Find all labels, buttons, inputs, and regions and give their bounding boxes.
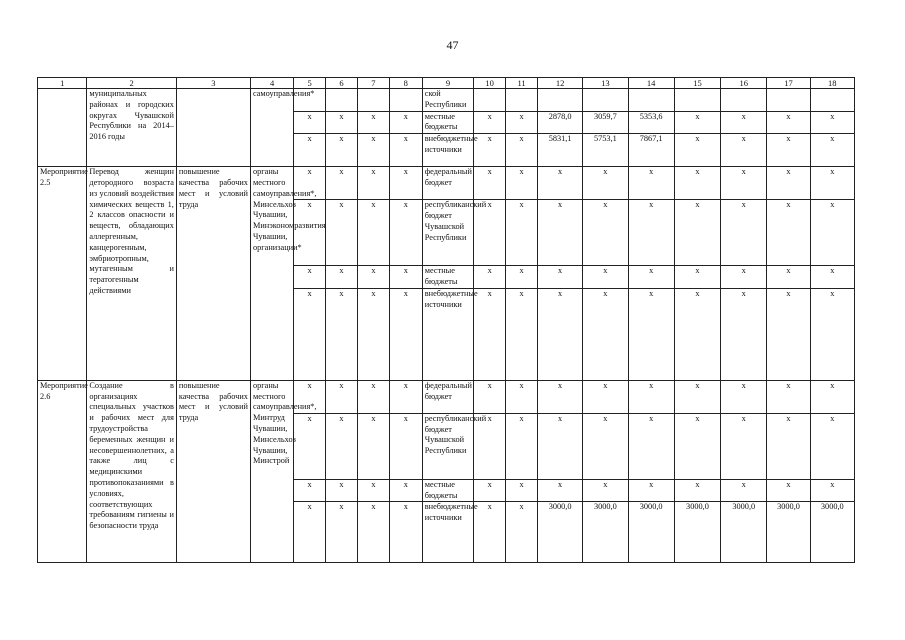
value-cell: x [474, 167, 506, 200]
value-cell: x [326, 111, 358, 134]
value-cell: x [674, 413, 720, 479]
value-cell: x [767, 200, 810, 266]
value-cell: x [628, 266, 674, 289]
value-cell: x [389, 380, 422, 413]
value-cell: x [674, 200, 720, 266]
value-cell: x [810, 288, 854, 380]
value-cell: x [474, 266, 506, 289]
value-cell: x [810, 266, 854, 289]
funding-source: ской Республики [422, 89, 473, 112]
value-cell: x [537, 413, 582, 479]
value-cell: 7867,1 [628, 134, 674, 167]
value-cell [810, 89, 854, 112]
value-cell: 3000,0 [583, 502, 628, 563]
value-cell: x [721, 479, 767, 502]
value-cell [537, 89, 582, 112]
value-cell: 3059,7 [583, 111, 628, 134]
value-cell: x [537, 266, 582, 289]
value-cell: x [506, 413, 538, 479]
value-cell: x [767, 111, 810, 134]
funding-source: местные бюджеты [422, 111, 473, 134]
value-cell: 5831,1 [537, 134, 582, 167]
value-cell: x [583, 380, 628, 413]
value-cell: x [721, 288, 767, 380]
activity-number: Мероприятие 2.5 [38, 167, 87, 381]
column-number: 9 [422, 78, 473, 89]
value-cell: x [474, 380, 506, 413]
header-row [38, 78, 855, 89]
value-cell: 3000,0 [767, 502, 810, 563]
value-cell: x [810, 167, 854, 200]
value-cell: x [357, 288, 389, 380]
value-cell: x [326, 266, 358, 289]
expected-result: повышение качества рабочих мест и условий труда [176, 380, 250, 563]
table-row [38, 167, 855, 200]
value-cell: x [294, 479, 326, 502]
value-cell: x [674, 479, 720, 502]
value-cell: x [506, 200, 538, 266]
value-cell: x [583, 266, 628, 289]
value-cell: x [583, 479, 628, 502]
value-cell: x [389, 111, 422, 134]
value-cell [389, 89, 422, 112]
value-cell: 5353,6 [628, 111, 674, 134]
value-cell: 3000,0 [674, 502, 720, 563]
value-cell: x [810, 413, 854, 479]
value-cell: x [628, 479, 674, 502]
funding-source: внебюджетные источники [422, 502, 473, 563]
value-cell: x [326, 200, 358, 266]
value-cell: x [537, 380, 582, 413]
table-row [38, 89, 855, 112]
value-cell: x [583, 200, 628, 266]
value-cell: x [294, 167, 326, 200]
value-cell: x [628, 167, 674, 200]
funding-source: местные бюджеты [422, 479, 473, 502]
column-number: 14 [628, 78, 674, 89]
value-cell: x [810, 200, 854, 266]
value-cell: 5753,1 [583, 134, 628, 167]
value-cell: x [474, 200, 506, 266]
value-cell: x [294, 380, 326, 413]
value-cell: x [389, 134, 422, 167]
value-cell: x [294, 200, 326, 266]
value-cell: x [583, 413, 628, 479]
value-cell: x [767, 380, 810, 413]
value-cell: x [537, 200, 582, 266]
value-cell: x [767, 288, 810, 380]
value-cell: x [674, 111, 720, 134]
value-cell: x [721, 167, 767, 200]
expected-result: повышение качества рабочих мест и условий труда [176, 167, 250, 381]
value-cell: x [537, 288, 582, 380]
value-cell: x [767, 167, 810, 200]
value-cell: x [674, 134, 720, 167]
value-cell [628, 89, 674, 112]
value-cell: x [389, 413, 422, 479]
column-number: 8 [389, 78, 422, 89]
value-cell: x [357, 134, 389, 167]
value-cell: x [583, 167, 628, 200]
value-cell: x [506, 380, 538, 413]
executors: органы местного самоуправления*, Минсельхоз Чувашии, Минэкономразвития Чувашии, организации* [250, 167, 293, 381]
value-cell: x [474, 479, 506, 502]
value-cell [583, 89, 628, 112]
column-number: 4 [250, 78, 293, 89]
value-cell: x [810, 134, 854, 167]
value-cell: x [767, 413, 810, 479]
value-cell: x [389, 479, 422, 502]
value-cell: x [326, 167, 358, 200]
value-cell: x [583, 288, 628, 380]
value-cell: x [506, 266, 538, 289]
value-cell: x [357, 167, 389, 200]
value-cell: x [674, 167, 720, 200]
value-cell: x [357, 502, 389, 563]
value-cell: x [474, 502, 506, 563]
column-number: 1 [38, 78, 87, 89]
value-cell: x [389, 266, 422, 289]
goal-cell [176, 89, 250, 167]
value-cell: x [389, 200, 422, 266]
value-cell: 3000,0 [721, 502, 767, 563]
value-cell [767, 89, 810, 112]
value-cell: x [294, 111, 326, 134]
value-cell: x [474, 288, 506, 380]
value-cell [721, 89, 767, 112]
funding-source: федеральный бюджет [422, 380, 473, 413]
value-cell: x [357, 266, 389, 289]
value-cell [674, 89, 720, 112]
value-cell: x [767, 479, 810, 502]
value-cell: x [721, 413, 767, 479]
value-cell: x [674, 266, 720, 289]
value-cell: x [357, 413, 389, 479]
activity-number: Мероприятие 2.6 [38, 380, 87, 563]
value-cell: x [628, 200, 674, 266]
executors: самоуправления* [250, 89, 293, 167]
value-cell [326, 89, 358, 112]
table-row [38, 380, 855, 413]
value-cell: x [721, 111, 767, 134]
column-number: 5 [294, 78, 326, 89]
value-cell: x [294, 413, 326, 479]
value-cell: x [506, 479, 538, 502]
value-cell: x [628, 413, 674, 479]
funding-source: федеральный бюджет [422, 167, 473, 200]
value-cell: 2878,0 [537, 111, 582, 134]
value-cell: x [357, 479, 389, 502]
value-cell: x [721, 380, 767, 413]
value-cell: 3000,0 [810, 502, 854, 563]
funding-source: республиканский бюджет Чувашской Республики [422, 200, 473, 266]
value-cell: x [474, 413, 506, 479]
value-cell: x [326, 413, 358, 479]
value-cell: x [294, 288, 326, 380]
column-number: 13 [583, 78, 628, 89]
activity-name: Перевод женщин детородного возраста из условий воздействия химических веществ 1, 2 классов опасности и веществ, обладающих аллергенным, канцерогенным, эмбриотропным, мутагенным и тератогенным действиями [87, 167, 177, 381]
value-cell: x [810, 380, 854, 413]
column-number: 15 [674, 78, 720, 89]
column-number: 6 [326, 78, 358, 89]
column-number: 2 [87, 78, 177, 89]
value-cell: x [506, 502, 538, 563]
value-cell: 3000,0 [537, 502, 582, 563]
value-cell: x [810, 111, 854, 134]
activity-name: муниципальных районах и городских округах Чувашской Республики на 2014–2016 годы [87, 89, 177, 167]
value-cell: x [810, 479, 854, 502]
value-cell: x [628, 380, 674, 413]
value-cell: x [326, 479, 358, 502]
value-cell: x [326, 288, 358, 380]
value-cell: x [506, 111, 538, 134]
value-cell: 3000,0 [628, 502, 674, 563]
column-number: 18 [810, 78, 854, 89]
value-cell: x [628, 288, 674, 380]
column-number: 17 [767, 78, 810, 89]
column-number: 10 [474, 78, 506, 89]
value-cell [506, 89, 538, 112]
column-number: 16 [721, 78, 767, 89]
value-cell: x [474, 134, 506, 167]
value-cell: x [294, 134, 326, 167]
value-cell: x [326, 502, 358, 563]
value-cell: x [326, 380, 358, 413]
value-cell: x [294, 266, 326, 289]
value-cell: x [389, 502, 422, 563]
value-cell: x [537, 479, 582, 502]
executors: органы местного самоуправления*, Минтруд Чувашии, Минсельхоз Чувашии, Минстрой [250, 380, 293, 563]
funding-source: республиканский бюджет Чувашской Республики [422, 413, 473, 479]
value-cell: x [537, 167, 582, 200]
budget-table [37, 77, 855, 563]
page-number: 47 [446, 38, 459, 52]
funding-source: местные бюджеты [422, 266, 473, 289]
funding-source: внебюджетные источники [422, 134, 473, 167]
value-cell [357, 89, 389, 112]
value-cell: x [506, 134, 538, 167]
value-cell: x [389, 167, 422, 200]
value-cell [474, 89, 506, 112]
value-cell: x [506, 167, 538, 200]
value-cell: x [721, 200, 767, 266]
column-number: 11 [506, 78, 538, 89]
value-cell: x [721, 266, 767, 289]
value-cell: x [474, 111, 506, 134]
value-cell: x [389, 288, 422, 380]
activity-name: Создание в организациях специальных участков и рабочих мест для трудоустройства беременных женщин и несовершеннолетних, а также лиц с медицинскими противопоказаниями в условиях, соответствующих требованиям гигиены и безопасности труда [87, 380, 177, 563]
column-number: 7 [357, 78, 389, 89]
value-cell: x [767, 266, 810, 289]
activity-cell [38, 89, 87, 167]
column-number: 12 [537, 78, 582, 89]
value-cell: x [357, 200, 389, 266]
value-cell: x [721, 134, 767, 167]
value-cell: x [294, 502, 326, 563]
value-cell: x [674, 288, 720, 380]
funding-source: внебюджетные источники [422, 288, 473, 380]
column-number: 3 [176, 78, 250, 89]
value-cell: x [326, 134, 358, 167]
value-cell: x [506, 288, 538, 380]
value-cell: x [357, 380, 389, 413]
value-cell: x [357, 111, 389, 134]
value-cell: x [674, 380, 720, 413]
value-cell: x [767, 134, 810, 167]
